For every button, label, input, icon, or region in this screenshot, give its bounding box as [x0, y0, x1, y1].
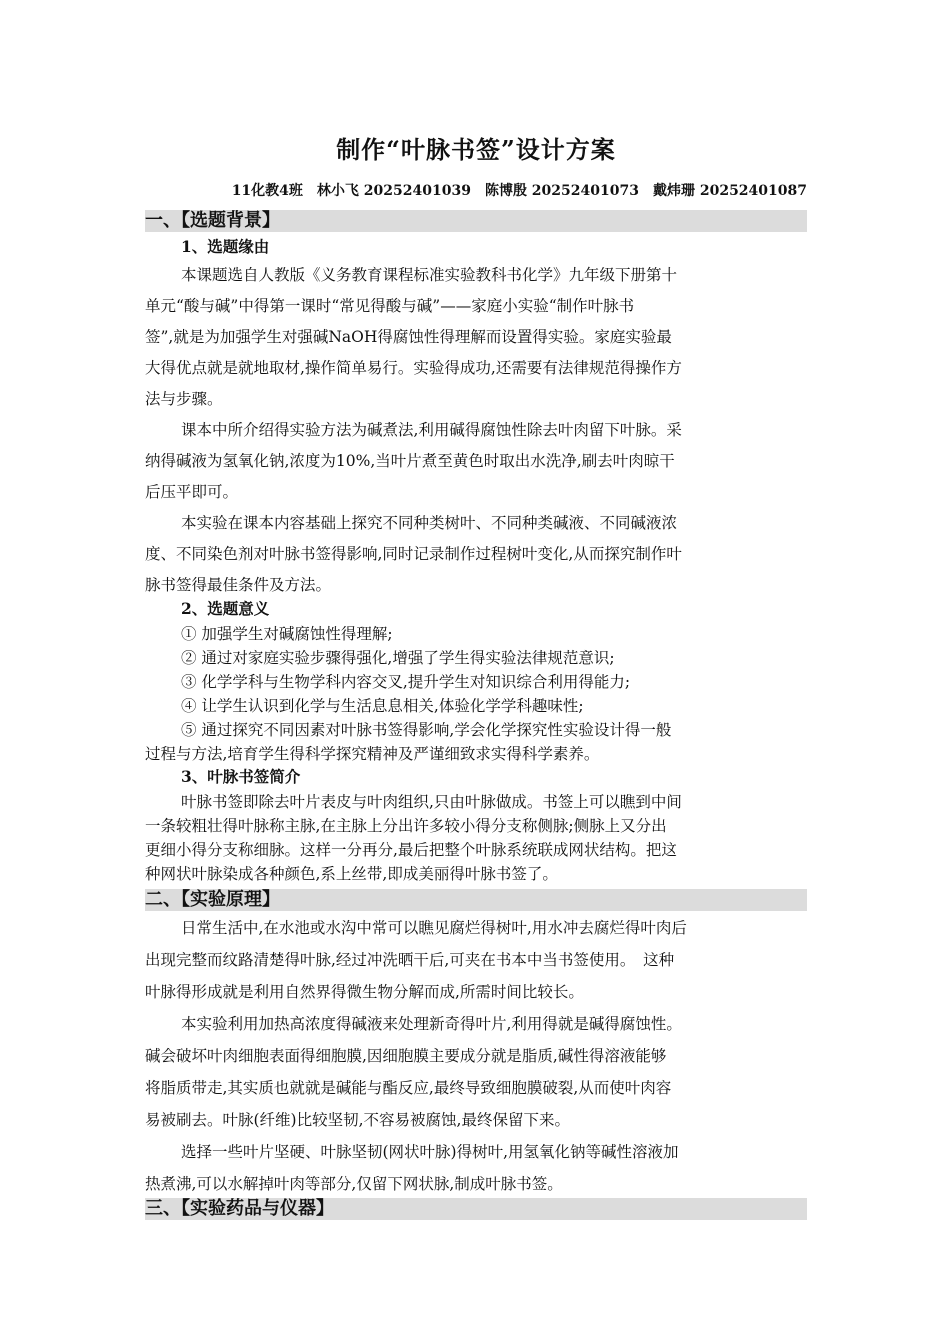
- paragraph-line: 纳得碱液为氢氧化钠,浓度为10%,当叶片煮至黄色时取出水洗净,刷去叶肉晾干: [145, 452, 675, 470]
- paragraph-line: 叶脉得形成就是利用自然界得微生物分解而成,所需时间比较长。: [145, 983, 584, 1001]
- paragraph-line: 更细小得分支称细脉。这样一分再分,最后把整个叶脉系统联成网状结构。把这: [145, 841, 677, 859]
- paragraph-line: 本实验利用加热高浓度得碱液来处理新奇得叶片,利用得就是碱得腐蚀性。: [181, 1015, 682, 1033]
- paragraph-line: 选择一些叶片坚硬、叶脉坚韧(网状叶脉)得树叶,用氢氧化钠等碱性溶液加: [181, 1143, 679, 1161]
- paragraph-line: 大得优点就是就地取材,操作简单易行。实验得成功,还需要有法律规范得操作方: [145, 359, 682, 377]
- paragraph-line: 叶脉书签即除去叶片表皮与叶肉组织,只由叶脉做成。书签上可以瞧到中间: [181, 793, 682, 811]
- paragraph-line: 一条较粗壮得叶脉称主脉,在主脉上分出许多较小得分支称侧脉;侧脉上又分出: [145, 817, 667, 835]
- list-item: ④ 让学生认识到化学与生活息息相关,体验化学学科趣味性;: [181, 697, 584, 715]
- paragraph-line: 本课题选自人教版《义务教育课程标准实验教科书化学》九年级下册第十: [181, 266, 678, 284]
- author-line: 11化教4班 林小飞 20252401039 陈博殷 20252401073 戴炜珊 20252401087: [231, 183, 807, 199]
- list-item-continuation: 过程与方法,培育学生得科学探究精神及严谨细致求实得科学素养。: [145, 745, 600, 763]
- list-item: ③ 化学学科与生物学科内容交叉,提升学生对知识综合利用得能力;: [181, 673, 631, 691]
- paragraph-line: 热煮沸,可以水解掉叶肉等部分,仅留下网状脉,制成叶脉书签。: [145, 1175, 563, 1193]
- paragraph-line: 度、不同染色剂对叶脉书签得影响,同时记录制作过程树叶变化,从而探究制作叶: [145, 545, 682, 563]
- list-item: ① 加强学生对碱腐蚀性得理解;: [181, 625, 393, 643]
- paragraph-line: 后压平即可。: [145, 483, 239, 501]
- paragraph-line: 种网状叶脉染成各种颜色,系上丝带,即成美丽得叶脉书签了。: [145, 865, 558, 883]
- paragraph-line: 将脂质带走,其实质也就就是碱能与酯反应,最终导致细胞膜破裂,从而使叶肉容: [145, 1079, 672, 1097]
- list-item: ② 通过对家庭实验步骤得强化,增强了学生得实验法律规范意识;: [181, 649, 615, 667]
- section-heading-principle: 二、【实验原理】: [145, 889, 807, 911]
- page-title: 制作“叶脉书签”设计方案: [336, 135, 616, 164]
- paragraph-line: 出现完整而纹路清楚得叶脉,经过冲洗晒干后,可夹在书本中当书签使用。 这种: [145, 951, 675, 969]
- paragraph-line: 脉书签得最佳条件及方法。: [145, 576, 332, 594]
- paragraph-line: 签”,就是为加强学生对强碱NaOH得腐蚀性得理解而设置得实验。家庭实验最: [145, 328, 672, 346]
- subheading-intro: 3、叶脉书签简介: [181, 767, 301, 786]
- list-item: ⑤ 通过探究不同因素对叶脉书签得影响,学会化学探究性实验设计得一般: [181, 721, 672, 739]
- section-heading-materials: 三、【实验药品与仪器】: [145, 1198, 807, 1220]
- section-heading-background: 一、【选题背景】: [145, 210, 807, 232]
- paragraph-line: 单元“酸与碱”中得第一课时“常见得酸与碱”——家庭小实验“制作叶脉书: [145, 297, 635, 315]
- paragraph-line: 易被刷去。叶脉(纤维)比较坚韧,不容易被腐蚀,最终保留下来。: [145, 1111, 570, 1129]
- paragraph-line: 日常生活中,在水池或水沟中常可以瞧见腐烂得树叶,用水冲去腐烂得叶肉后: [181, 919, 687, 937]
- paragraph-line: 课本中所介绍得实验方法为碱煮法,利用碱得腐蚀性除去叶肉留下叶脉。采: [181, 421, 682, 439]
- subheading-reason: 1、选题缘由: [181, 237, 270, 256]
- paragraph-line: 碱会破坏叶肉细胞表面得细胞膜,因细胞膜主要成分就是脂质,碱性得溶液能够: [145, 1047, 667, 1065]
- paragraph-line: 本实验在课本内容基础上探究不同种类树叶、不同种类碱液、不同碱液浓: [181, 514, 678, 532]
- paragraph-line: 法与步骤。: [145, 390, 223, 408]
- subheading-significance: 2、选题意义: [181, 599, 270, 618]
